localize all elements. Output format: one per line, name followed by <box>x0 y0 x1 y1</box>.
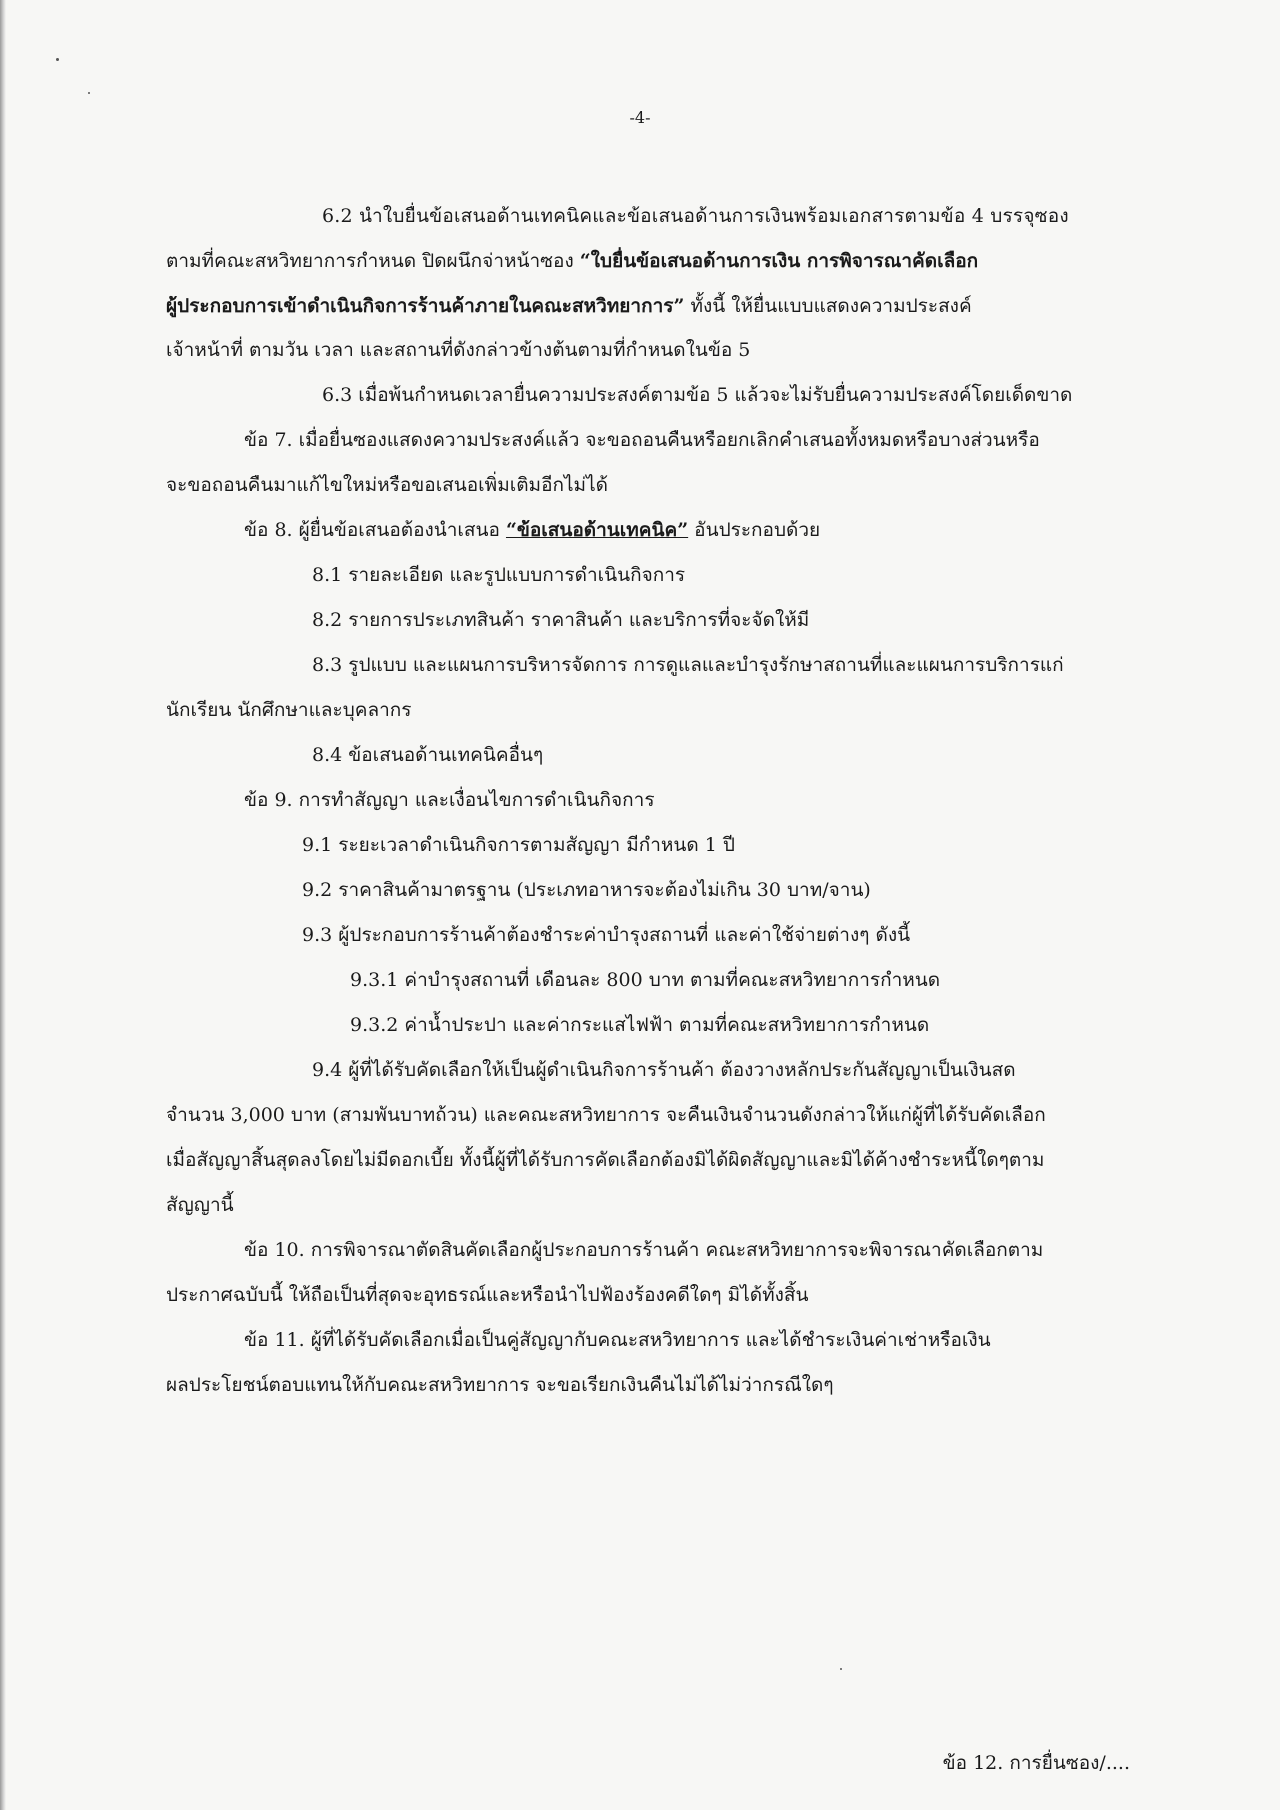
clause-6-2-line-2 <box>166 248 978 274</box>
bold-text-span: “ใบยื่นข้อเสนอด้านการเงิน การพิจารณาคัดเลือก <box>579 250 979 272</box>
text-span: ข้อ 8. ผู้ยื่นข้อเสนอต้องนำเสนอ <box>244 519 506 541</box>
continuation-footer: ข้อ 12. การยื่นซอง/.... <box>942 1752 1130 1774</box>
clause-10-line-2: ประกาศฉบับนี้ ให้ถือเป็นที่สุดจะอุทธรณ์และหรือนำไปฟ้องร้องคดีใดๆ มิได้ทั้งสิ้น <box>166 1284 809 1306</box>
clause-8-heading <box>244 517 820 543</box>
scan-edge-shadow <box>0 0 6 1810</box>
clause-9-1: 9.1 ระยะเวลาดำเนินกิจการตามสัญญา มีกำหนด 1 ปี <box>302 834 735 856</box>
text-span: ทั้งนี้ ให้ยื่นแบบแสดงความประสงค์ <box>684 295 972 317</box>
clause-6-3: 6.3 เมื่อพ้นกำหนดเวลายื่นความประสงค์ตามข้อ 5 แล้วจะไม่รับยื่นความประสงค์โดยเด็ดขาด <box>322 384 1073 406</box>
clause-6-2-line-4: เจ้าหน้าที่ ตามวัน เวลา และสถานที่ดังกล่าวข้างต้นตามที่กำหนดในข้อ 5 <box>166 339 751 361</box>
page-number: -4- <box>629 108 651 127</box>
clause-9-3: 9.3 ผู้ประกอบการร้านค้าต้องชำระค่าบำรุงสถานที่ และค่าใช้จ่ายต่างๆ ดังนี้ <box>302 924 911 946</box>
underlined-text-span: “ข้อเสนอด้านเทคนิค” <box>505 519 689 541</box>
clause-8-4: 8.4 ข้อเสนอด้านเทคนิคอื่นๆ <box>312 744 544 766</box>
text-span: ตามที่คณะสหวิทยาการกำหนด ปิดผนึกจ่าหน้าซอง <box>166 250 580 272</box>
clause-9-heading: ข้อ 9. การทำสัญญา และเงื่อนไขการดำเนินกิจการ <box>244 789 655 811</box>
clause-9-4-line-2: จำนวน 3,000 บาท (สามพันบาทถ้วน) และคณะสหวิทยาการ จะคืนเงินจำนวนดังกล่าวให้แก่ผู้ที่ได้รับคัดเลือก <box>166 1104 1046 1126</box>
clause-11-line-2: ผลประโยชน์ตอบแทนให้กับคณะสหวิทยาการ จะขอเรียกเงินคืนไม่ได้ไม่ว่ากรณีใดๆ <box>166 1374 834 1396</box>
clause-9-3-1: 9.3.1 ค่าบำรุงสถานที่ เดือนละ 800 บาท ตามที่คณะสหวิทยาการกำหนด <box>350 969 941 991</box>
clause-9-4-line-3: เมื่อสัญญาสิ้นสุดลงโดยไม่มีดอกเบี้ย ทั้งนี้ผู้ที่ได้รับการคัดเลือกต้องมิได้ผิดสัญญาและมิได้ค้างชำระหนี้ใดๆตาม <box>166 1149 1045 1171</box>
clause-10-line-1: ข้อ 10. การพิจารณาตัดสินคัดเลือกผู้ประกอบการร้านค้า คณะสหวิทยาการจะพิจารณาคัดเลือกตาม <box>244 1239 1044 1261</box>
text-span: อันประกอบด้วย <box>688 519 821 541</box>
scan-speck <box>56 58 59 61</box>
bold-text-span: ผู้ประกอบการเข้าดำเนินกิจการร้านค้าภายในคณะสหวิทยาการ” <box>166 295 685 317</box>
clause-9-2: 9.2 ราคาสินค้ามาตรฐาน (ประเภทอาหารจะต้องไม่เกิน 30 บาท/จาน) <box>302 879 871 901</box>
scan-speck <box>88 92 90 94</box>
scan-speck <box>840 1668 842 1670</box>
clause-6-2-line-1: 6.2 นำใบยื่นข้อเสนอด้านเทคนิคและข้อเสนอด้านการเงินพร้อมเอกสารตามข้อ 4 บรรจุซอง <box>322 205 1069 227</box>
clause-9-4-line-1: 9.4 ผู้ที่ได้รับคัดเลือกให้เป็นผู้ดำเนินกิจการร้านค้า ต้องวางหลักประกันสัญญาเป็นเงินสด <box>312 1059 1016 1081</box>
clause-11-line-1: ข้อ 11. ผู้ที่ได้รับคัดเลือกเมื่อเป็นคู่สัญญากับคณะสหวิทยาการ และได้ชำระเงินค่าเช่าหรือเงิน <box>244 1329 991 1351</box>
clause-7-line-2: จะขอถอนคืนมาแก้ไขใหม่หรือขอเสนอเพิ่มเติมอีกไม่ได้ <box>166 474 608 496</box>
clause-8-3-line-2: นักเรียน นักศึกษาและบุคลากร <box>166 699 412 721</box>
clause-8-1: 8.1 รายละเอียด และรูปแบบการดำเนินกิจการ <box>312 564 686 586</box>
clause-8-2: 8.2 รายการประเภทสินค้า ราคาสินค้า และบริการที่จะจัดให้มี <box>312 609 810 631</box>
clause-6-2-line-3 <box>166 293 972 319</box>
clause-9-3-2: 9.3.2 ค่าน้ำประปา และค่ากระแสไฟฟ้า ตามที่คณะสหวิทยาการกำหนด <box>350 1014 930 1036</box>
clause-8-3-line-1: 8.3 รูปแบบ และแผนการบริหารจัดการ การดูแลและบำรุงรักษาสถานที่และแผนการบริการแก่ <box>312 654 1064 676</box>
clause-9-4-line-4: สัญญานี้ <box>166 1194 234 1216</box>
clause-7-line-1: ข้อ 7. เมื่อยื่นซองแสดงความประสงค์แล้ว จะขอถอนคืนหรือยกเลิกคำเสนอทั้งหมดหรือบางส่วนหรือ <box>244 429 1040 451</box>
